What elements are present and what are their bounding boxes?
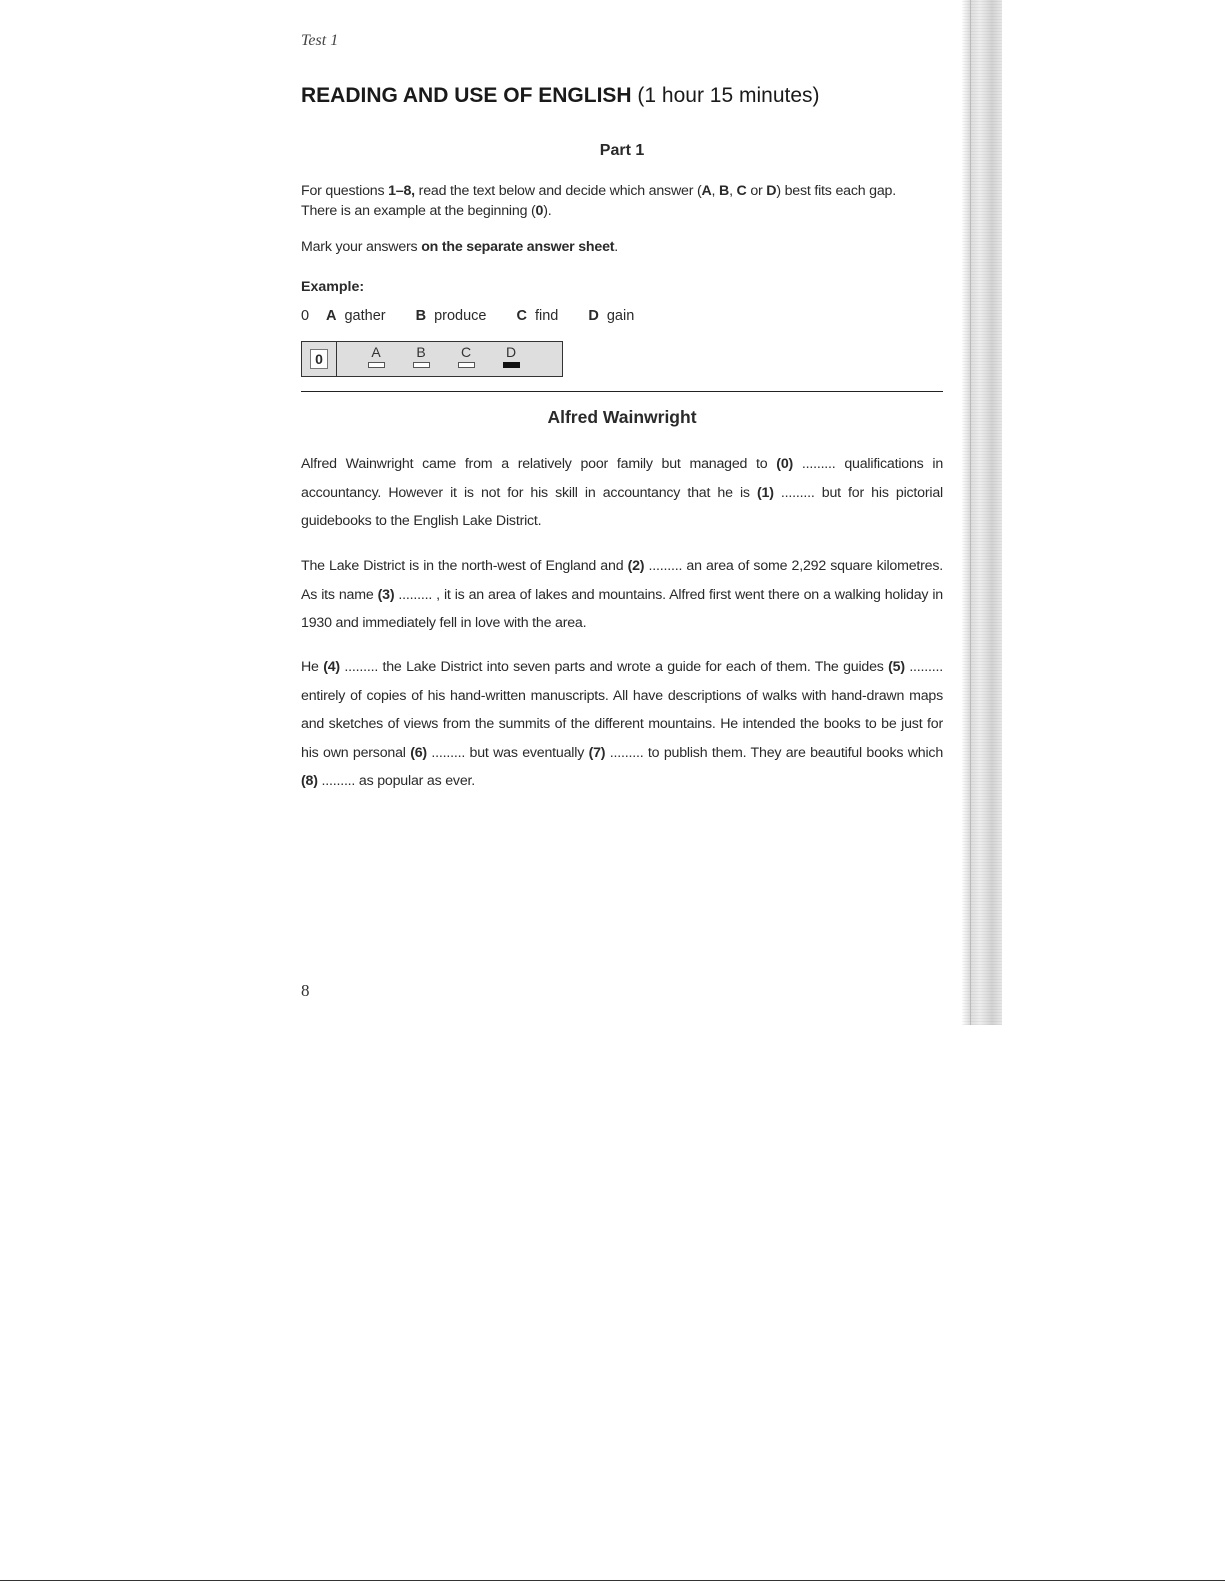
passage-text: ......... but was eventually xyxy=(426,744,589,761)
passage-text: ......... to publish them. They are beautiful books which xyxy=(605,744,944,761)
answer-bubble xyxy=(368,362,385,368)
instructions-text: read the text below and decide which answer ( xyxy=(414,183,702,199)
answer-cell-d xyxy=(501,344,521,368)
instructions-line-1 xyxy=(301,181,949,201)
answer-cell-letter: D xyxy=(505,344,517,360)
passage-paragraph-1 xyxy=(301,450,943,536)
answer-cell-c xyxy=(456,344,476,368)
passage-paragraph-3 xyxy=(301,653,943,796)
page-header: Test 1 xyxy=(301,32,339,49)
option-letter: D xyxy=(588,308,599,324)
instructions-text: ) best fits each gap. xyxy=(776,183,896,199)
option-letter: B xyxy=(415,308,427,324)
option-letter-d: D xyxy=(766,183,777,199)
gap-7: (7) xyxy=(588,744,606,761)
answer-cell-b xyxy=(411,344,431,368)
passage-text: ......... an area of some 2,292 square kilometres. As its name xyxy=(301,558,944,603)
scan-bottom-edge xyxy=(0,1580,1225,1581)
passage-paragraph-2 xyxy=(301,552,943,638)
divider xyxy=(301,391,943,392)
option-letter-a: A xyxy=(701,183,712,199)
option-word: gain xyxy=(606,308,635,324)
book-spine-edge xyxy=(962,0,1002,1025)
example-options xyxy=(301,308,664,324)
part-heading: Part 1 xyxy=(599,142,645,159)
mark-text: Mark your answers xyxy=(301,239,422,255)
option-letter: A xyxy=(326,308,337,324)
page-number: 8 xyxy=(301,981,310,1000)
answer-cell-letter: C xyxy=(460,344,472,360)
mark-text: . xyxy=(614,239,619,255)
example-question-number: 0 xyxy=(301,308,310,324)
option-letter: C xyxy=(516,308,527,324)
section-title xyxy=(301,84,820,108)
passage-text: ......... but for his pictorial guidebooks to the English Lake District. xyxy=(301,484,943,529)
gap-8: (8) xyxy=(301,773,318,789)
instructions-text: There is an example at the beginning ( xyxy=(301,203,536,219)
example-option-a xyxy=(326,308,386,324)
option-letter-c: C xyxy=(736,183,747,199)
passage-text: ......... the Lake District into seven parts and wrote a guide for each of them. The guides xyxy=(339,659,889,675)
instructions-text: ). xyxy=(543,203,552,219)
gap-0: (0) xyxy=(776,456,794,472)
answer-bubble xyxy=(458,362,475,368)
passage-text: ......... entirely of copies of his hand-written manuscripts. All have descriptions of walks with hand-drawn maps and sketches of views from the summits of the different mountains. He intended the books to be just for his own personal xyxy=(301,659,943,761)
example-answer-box xyxy=(301,341,563,377)
spine-rule xyxy=(970,0,971,1025)
answer-cell-a xyxy=(366,344,386,368)
instructions xyxy=(301,181,949,221)
example-label: Example: xyxy=(301,279,365,295)
passage-text: ......... as popular as ever. xyxy=(317,773,475,789)
mark-text-bold: on the separate answer sheet xyxy=(421,239,615,255)
passage-text: The Lake District is in the north-west of England and xyxy=(301,558,628,574)
passage-text: ......... qualifications in accountancy. However it is not for his skill in accountancy that he is xyxy=(301,456,944,501)
option-letter-b: B xyxy=(719,183,730,199)
instructions-text: For questions xyxy=(301,183,389,199)
answer-cell-letter: A xyxy=(371,344,381,360)
example-option-b xyxy=(416,308,487,324)
answer-box-number xyxy=(302,342,337,376)
example-option-c xyxy=(517,308,559,324)
gap-1: (1) xyxy=(756,484,774,501)
passage-text: ......... , it is an area of lakes and mountains. Alfred first went there on a walking holiday in 1930 and immediately fell in love with the area. xyxy=(301,586,943,631)
gap-6: (6) xyxy=(410,744,427,761)
question-range: 1–8, xyxy=(388,183,415,199)
example-number: 0 xyxy=(535,203,544,219)
answer-bubble xyxy=(413,362,430,368)
instructions-line-2 xyxy=(301,201,949,221)
section-duration: (1 hour 15 minutes) xyxy=(637,84,820,107)
answer-cell-letter: B xyxy=(416,344,426,360)
passage-text: Alfred Wainwright came from a relatively poor family but managed to xyxy=(301,456,777,472)
answer-box-cells xyxy=(337,342,562,376)
instructions-text: , xyxy=(729,183,737,199)
instructions-text: or xyxy=(746,183,767,199)
option-word: gather xyxy=(344,308,386,324)
gap-3: (3) xyxy=(377,586,395,603)
section-title-bold: READING AND USE OF ENGLISH xyxy=(301,84,632,107)
answer-box-number-label: 0 xyxy=(310,349,328,369)
passage-text: He xyxy=(301,659,324,675)
gap-4: (4) xyxy=(323,659,340,675)
instructions-text: , xyxy=(711,183,720,199)
gap-5: (5) xyxy=(888,659,905,675)
example-option-d xyxy=(588,308,634,324)
mark-instructions xyxy=(301,239,618,255)
option-word: produce xyxy=(434,308,487,324)
answer-bubble xyxy=(503,362,520,368)
text-title: Alfred Wainwright xyxy=(547,407,697,427)
option-word: find xyxy=(534,308,559,324)
gap-2: (2) xyxy=(627,558,645,574)
